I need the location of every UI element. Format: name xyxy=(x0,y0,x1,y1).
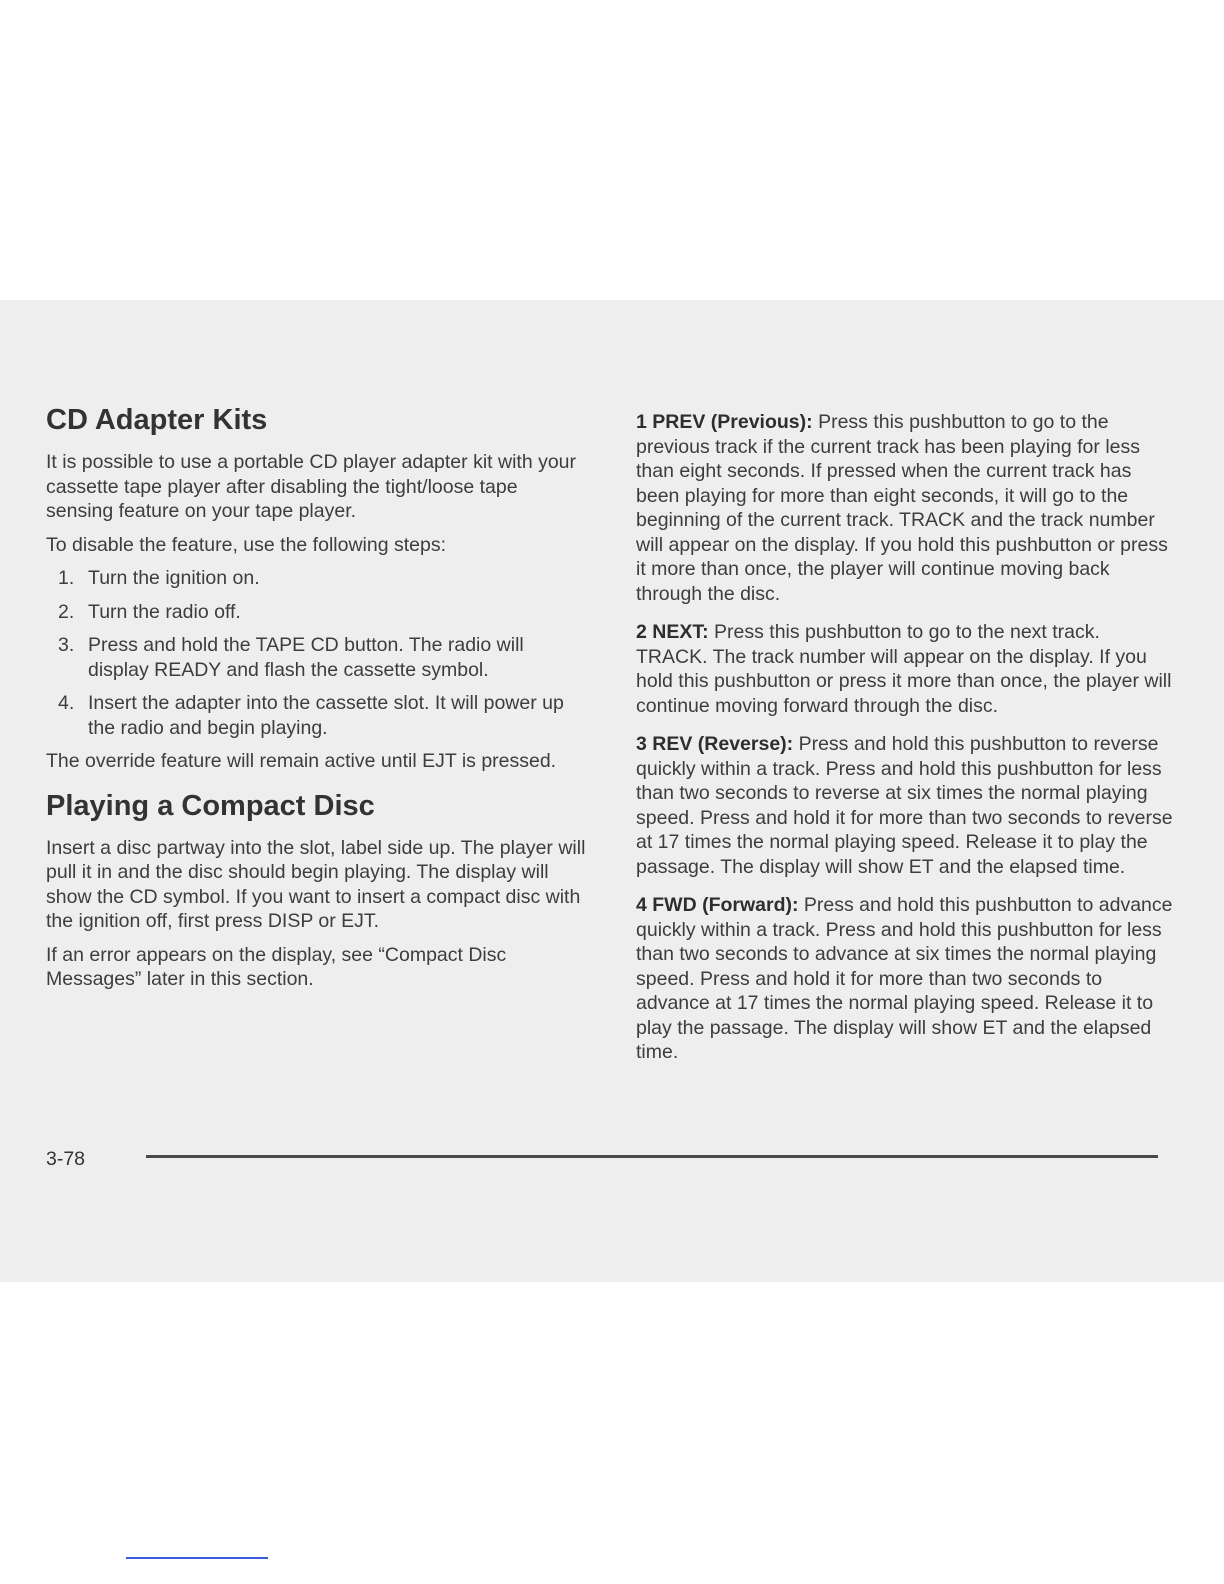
paragraph-insert-disc: Insert a disc partway into the slot, label side up. The player will pull it in and the disc should begin playing. The display will show the CD symbol. If you want to insert a compact disc with the ignition off, first press DISP or EJT. xyxy=(46,836,586,932)
page-number: 3-78 xyxy=(46,1148,86,1170)
item-text: Press and hold this pushbutton to reverse quickly within a track. Press and hold this pushbutton for less than two seconds to reverse at six times the normal playing speed. Press and hold it for more than two seconds to reverse at 17 times the normal playing speed. Release it to play the passage. The display will show ET and the elapsed time. xyxy=(636,733,1173,878)
left-column xyxy=(46,402,586,1001)
item-text: Press and hold this pushbutton to advance quickly within a track. Press and hold this pushbutton for less than two seconds to advance at six times the normal playing speed. Press and hold it for more than two seconds to advance at 17 times the normal playing speed. Release it to play the passage. The display will show ET and the elapsed time. xyxy=(636,894,1173,1063)
step-text: Insert the adapter into the cassette slot. It will power up the radio and begin playing. xyxy=(88,692,564,739)
item-term: 3 REV (Reverse): xyxy=(636,733,794,755)
step-number: 2. xyxy=(58,600,75,623)
step-text: Press and hold the TAPE CD button. The radio will display READY and flash the cassette symbol. xyxy=(88,634,524,681)
item-term: 1 PREV (Previous): xyxy=(636,411,813,433)
paragraph-error: If an error appears on the display, see “Compact Disc Messages” later in this section. xyxy=(46,943,507,990)
item-next xyxy=(636,620,1176,718)
item-prev xyxy=(636,410,1176,606)
step-item xyxy=(46,566,586,591)
step-number: 4. xyxy=(58,692,75,714)
footer-rule xyxy=(146,1155,1158,1158)
section-heading-cd-adapter-kits: CD Adapter Kits xyxy=(46,404,268,436)
paragraph-disable-intro: To disable the feature, use the following steps: xyxy=(46,533,446,556)
step-item xyxy=(46,691,586,740)
step-number: 1. xyxy=(58,567,75,589)
right-column xyxy=(636,410,1176,1079)
step-item xyxy=(46,633,586,682)
step-text: Turn the ignition on. xyxy=(88,567,260,589)
item-term: 4 FWD (Forward): xyxy=(636,894,799,916)
step-text: Turn the radio off. xyxy=(88,600,241,623)
paragraph-override: The override feature will remain active until EJT is pressed. xyxy=(46,750,557,772)
link-underline xyxy=(126,1557,268,1559)
item-text: Press this pushbutton to go to the previous track if the current track has been playing for less than eight seconds. If pressed when the current track has been playing for more than eight seconds, it will go to the beginning of the current track. TRACK and the track number will appear on the display. If you hold this pushbutton or press it more than once, the player will continue moving back through the disc. xyxy=(636,411,1168,605)
item-term: 2 NEXT: xyxy=(636,621,709,643)
item-rev xyxy=(636,732,1176,879)
steps-list xyxy=(46,566,586,740)
step-number: 3. xyxy=(58,634,75,656)
step-item xyxy=(46,600,586,625)
section-heading-playing-compact-disc: Playing a Compact Disc xyxy=(46,789,375,822)
paragraph-adapter-intro: It is possible to use a portable CD player adapter kit with your cassette tape player after disabling the tight/loose tape sensing feature on your tape player. xyxy=(46,451,577,522)
item-text: Press this pushbutton to go to the next track. TRACK. The track number will appear on the display. If you hold this pushbutton or press it more than once, the player will continue moving forward through the disc. xyxy=(636,621,1172,717)
item-fwd xyxy=(636,893,1176,1065)
